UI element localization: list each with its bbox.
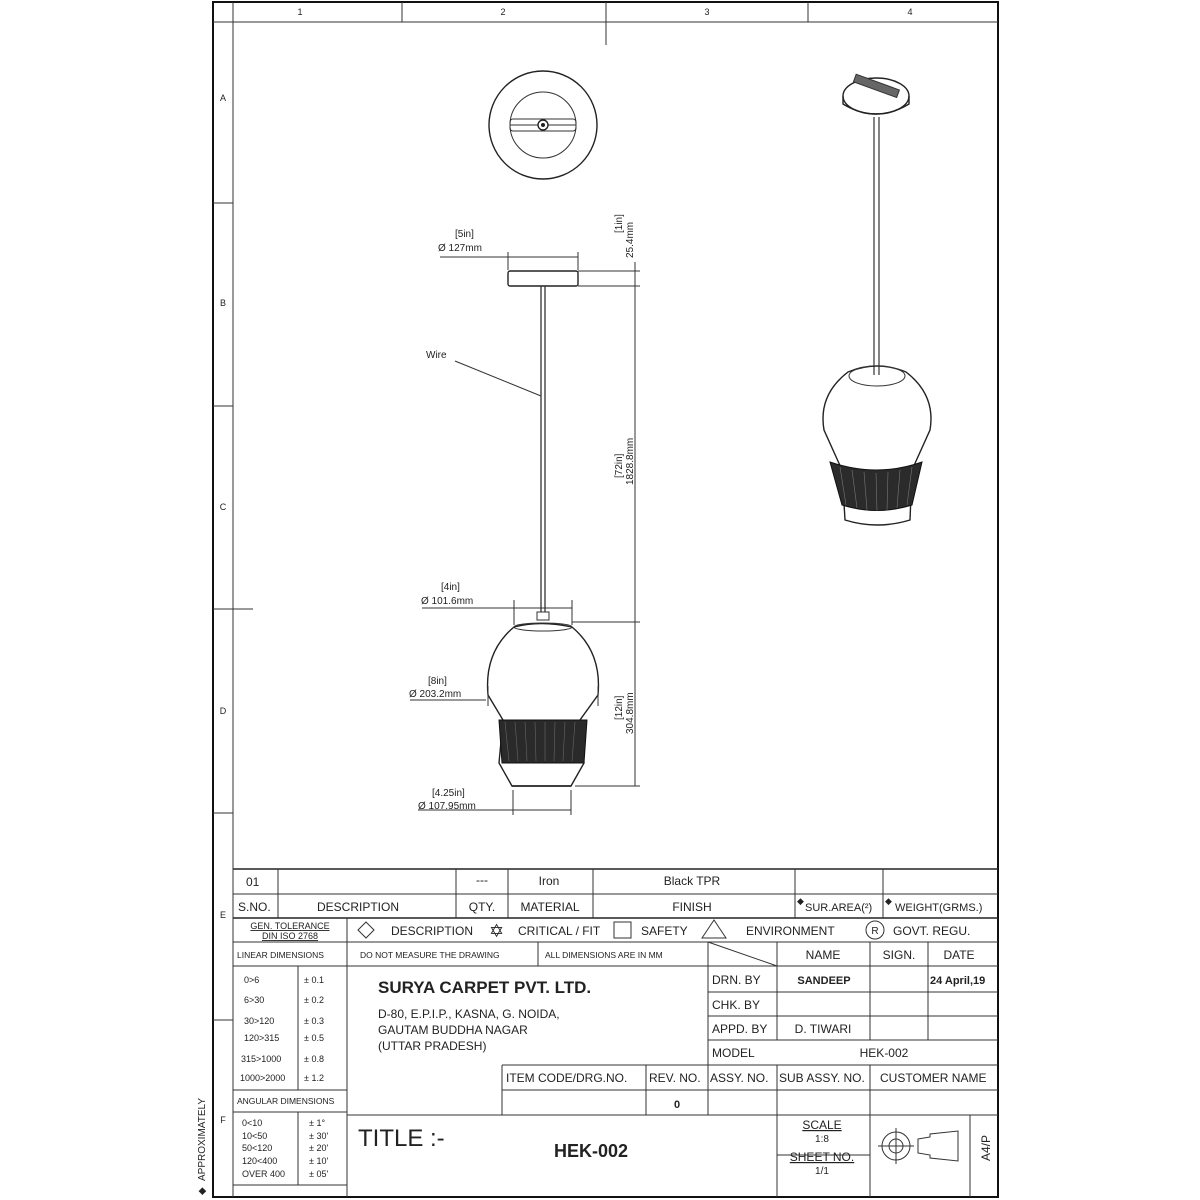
- approved-by-label: APPD. BY: [712, 1022, 768, 1036]
- pendant-isometric-view: [823, 74, 931, 525]
- pendant-front-view: [488, 271, 599, 786]
- assy-no-label: ASSY. NO.: [710, 1071, 769, 1085]
- zone-row-f: F: [220, 1115, 226, 1125]
- third-angle-projection-icon: [878, 1128, 958, 1164]
- company-address-2: GAUTAM BUDDHA NAGAR: [378, 1023, 528, 1037]
- tolerance-label-2: DIN ISO 2768: [261, 931, 319, 941]
- tolerance-label-1: GEN. TOLERANCE: [250, 921, 330, 931]
- angular-tolerance-table: [242, 1118, 328, 1179]
- bom-h-material: MATERIAL: [520, 900, 580, 914]
- svg-text:± 0.2: ± 0.2: [304, 995, 324, 1005]
- sheet-border: [213, 2, 998, 1197]
- drawn-by-name: SANDEEP: [797, 975, 851, 987]
- drawn-date: 24 April,19: [930, 975, 986, 987]
- svg-text:30>120: 30>120: [244, 1016, 275, 1026]
- svg-text:[12in]: [12in]: [614, 695, 625, 720]
- svg-text:0<10: 0<10: [242, 1118, 263, 1128]
- bom-h-area: SUR.AREA(²): [805, 902, 873, 914]
- svg-text:Ø 127mm: Ø 127mm: [438, 243, 482, 254]
- angular-dimensions-label: ANGULAR DIMENSIONS: [237, 1096, 335, 1106]
- paper-size: A4/P: [979, 1134, 993, 1161]
- svg-text:[8in]: [8in]: [428, 676, 447, 687]
- svg-text:1828.8mm: 1828.8mm: [625, 437, 636, 485]
- scale-value: 1:8: [815, 1134, 829, 1145]
- svg-text:± 20': ± 20': [309, 1143, 329, 1153]
- svg-text:120<400: 120<400: [242, 1156, 278, 1166]
- svg-text:[4in]: [4in]: [441, 582, 460, 593]
- no-measure-note: DO NOT MEASURE THE DRAWING: [360, 950, 500, 960]
- svg-text:± 0.5: ± 0.5: [304, 1033, 324, 1043]
- svg-text:0>6: 0>6: [244, 975, 260, 985]
- legend-safety: SAFETY: [641, 924, 688, 938]
- bom-h-weight: WEIGHT(GRMS.): [895, 902, 983, 914]
- zone-row-b: B: [219, 298, 227, 308]
- bom-qty: ---: [476, 873, 488, 887]
- svg-text:OVER 400: OVER 400: [242, 1169, 286, 1179]
- svg-text:Wire: Wire: [426, 350, 447, 361]
- title-value: HEK-002: [553, 1141, 629, 1161]
- company-name: SURYA CARPET PVT. LTD.: [378, 978, 592, 997]
- svg-text:± 30': ± 30': [309, 1131, 329, 1141]
- svg-text:[1in]: [1in]: [614, 214, 625, 233]
- svg-text:± 1.2: ± 1.2: [304, 1073, 324, 1083]
- svg-text:± 0.3: ± 0.3: [304, 1016, 324, 1026]
- svg-text:315>1000: 315>1000: [241, 1054, 282, 1064]
- bom-h-sno: S.NO.: [238, 900, 271, 914]
- approved-by-name: D. TIWARI: [794, 1022, 852, 1036]
- zone-col-1: 1: [297, 7, 303, 17]
- svg-text:[4.25in]: [4.25in]: [432, 788, 465, 799]
- drawn-by-label: DRN. BY: [712, 973, 761, 987]
- svg-text:50<120: 50<120: [242, 1143, 273, 1153]
- signoff-date-header: DATE: [943, 948, 975, 962]
- svg-text:10<50: 10<50: [242, 1131, 268, 1141]
- critical-star-icon: ✡: [489, 921, 505, 941]
- zone-row-d: D: [219, 706, 227, 716]
- zone-row-e: E: [219, 910, 227, 920]
- sub-assy-label: SUB ASSY. NO.: [779, 1071, 865, 1085]
- legend-description: DESCRIPTION: [391, 924, 474, 938]
- linear-tolerance-table: [240, 975, 324, 1083]
- legend-environment: ENVIRONMENT: [746, 924, 835, 938]
- approx-diamond-icon: ◆: [197, 1187, 208, 1195]
- all-mm-note: ALL DIMENSIONS ARE IN MM: [545, 950, 663, 960]
- bom-h-desc: DESCRIPTION: [316, 900, 400, 914]
- sheet-no-label: SHEET NO.: [789, 1150, 855, 1164]
- svg-text:Ø 203.2mm: Ø 203.2mm: [409, 689, 462, 700]
- svg-text:[72in]: [72in]: [614, 453, 625, 478]
- zone-row-c: C: [219, 502, 227, 512]
- model-label: MODEL: [712, 1046, 755, 1060]
- approximately-note: [197, 1098, 208, 1195]
- zone-row-a: A: [219, 93, 227, 103]
- legend-govt: GOVT. REGU.: [893, 924, 971, 938]
- zone-col-3: 3: [704, 7, 710, 17]
- svg-text:Ø 101.6mm: Ø 101.6mm: [421, 596, 474, 607]
- area-diamond-icon: ◆: [797, 896, 804, 906]
- svg-text:25.4mm: 25.4mm: [625, 221, 636, 258]
- svg-text:120>315: 120>315: [244, 1033, 280, 1043]
- svg-text:± 10': ± 10': [309, 1156, 329, 1166]
- zone-col-4: 4: [907, 7, 913, 17]
- bom-h-qty: QTY.: [468, 900, 496, 914]
- rev-no-value: 0: [673, 1099, 681, 1111]
- svg-text:R: R: [871, 926, 879, 937]
- weight-diamond-icon: ◆: [885, 896, 892, 906]
- sheet-no-value: 1/1: [815, 1166, 829, 1177]
- checked-by-label: CHK. BY: [712, 998, 761, 1012]
- svg-text:± 05': ± 05': [309, 1169, 329, 1179]
- model-value: HEK-002: [859, 1046, 909, 1060]
- svg-text:304.8mm: 304.8mm: [625, 692, 636, 734]
- svg-text:± 1°: ± 1°: [309, 1118, 326, 1128]
- zone-col-2: 2: [500, 7, 506, 17]
- company-address-1: D-80, E.P.I.P., KASNA, G. NOIDA,: [378, 1007, 560, 1021]
- legend-critical: CRITICAL / FIT: [518, 924, 601, 938]
- rev-no-label: REV. NO.: [649, 1071, 701, 1085]
- description-diamond-icon: [358, 922, 374, 938]
- bom-material: Iron: [538, 874, 560, 888]
- bom-finish: Black TPR: [663, 874, 721, 888]
- environment-triangle-icon: [702, 920, 726, 938]
- signoff-sign-header: SIGN.: [882, 948, 916, 962]
- svg-text:APPROXIMATELY: APPROXIMATELY: [197, 1098, 208, 1181]
- company-address-3: (UTTAR PRADESH): [378, 1039, 487, 1053]
- title-label: TITLE :-: [358, 1125, 445, 1152]
- canopy-shape: [508, 271, 578, 286]
- svg-text:6>30: 6>30: [244, 995, 265, 1005]
- bom-h-finish: FINISH: [672, 900, 712, 914]
- svg-text:Ø 107.95mm: Ø 107.95mm: [418, 801, 476, 812]
- signoff-name-header: NAME: [805, 948, 841, 962]
- customer-name-label: CUSTOMER NAME: [880, 1071, 987, 1085]
- linear-dimensions-label: LINEAR DIMENSIONS: [237, 950, 324, 960]
- safety-square-icon: [614, 922, 631, 938]
- svg-text:± 0.1: ± 0.1: [304, 975, 324, 985]
- item-code-label: ITEM CODE/DRG.NO.: [506, 1071, 628, 1085]
- canopy-top-view: [489, 71, 597, 179]
- scale-label: SCALE: [802, 1118, 842, 1132]
- svg-text:[5in]: [5in]: [455, 229, 474, 240]
- svg-text:1000>2000: 1000>2000: [240, 1073, 286, 1083]
- svg-text:± 0.8: ± 0.8: [304, 1054, 324, 1064]
- bom-sno: 01: [246, 875, 260, 889]
